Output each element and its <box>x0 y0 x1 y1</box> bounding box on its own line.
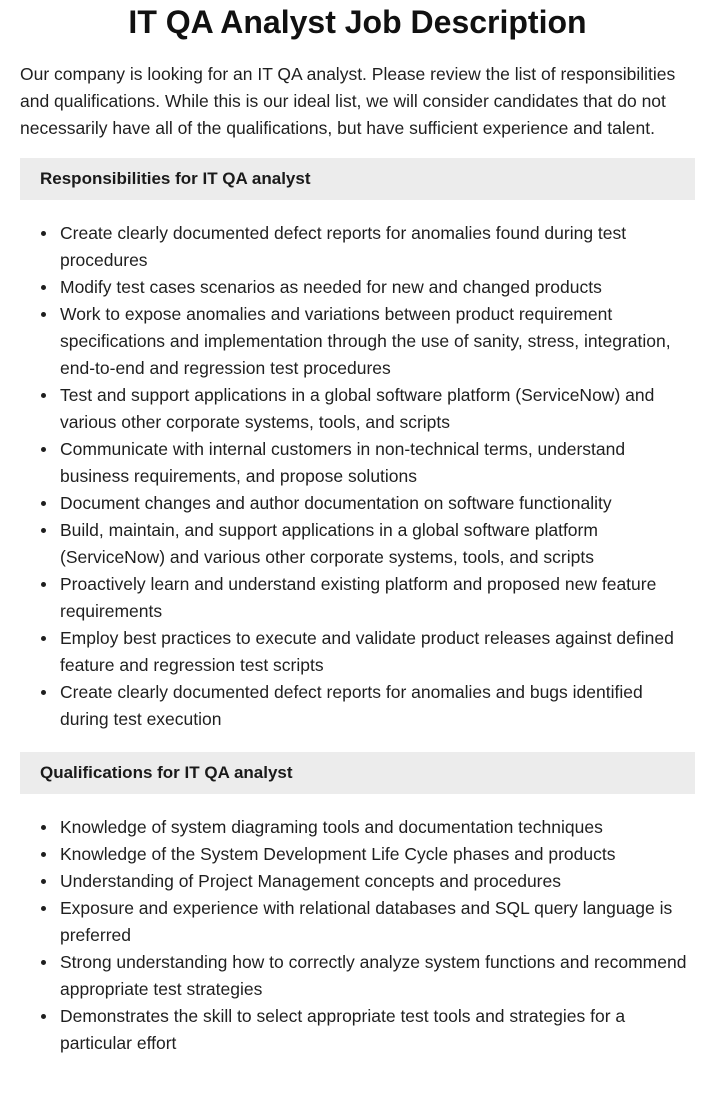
bullet-dot-icon <box>41 447 46 452</box>
responsibility-item <box>60 679 695 733</box>
qualification-item <box>60 949 695 1003</box>
bullet-dot-icon <box>41 636 46 641</box>
responsibility-item <box>60 301 695 382</box>
bullet-dot-icon <box>41 960 46 965</box>
qualification-item <box>60 1003 695 1057</box>
qualification-item <box>60 814 695 841</box>
qualifications-heading-label: Qualifications for IT QA analyst <box>40 763 293 782</box>
responsibility-item-text: Document changes and author documentation on software functionality <box>60 493 612 513</box>
qualification-item <box>60 868 695 895</box>
responsibilities-list <box>20 220 695 733</box>
responsibility-item-text: Build, maintain, and support applications in a global software platform (ServiceNow) and various other corporate systems, tools, and scripts <box>60 520 598 567</box>
bullet-dot-icon <box>41 690 46 695</box>
responsibilities-heading-label: Responsibilities for IT QA analyst <box>40 169 311 188</box>
responsibility-item <box>60 220 695 274</box>
bullet-dot-icon <box>41 528 46 533</box>
bullet-dot-icon <box>41 285 46 290</box>
responsibility-item-text: Proactively learn and understand existing platform and proposed new feature requirements <box>60 574 657 621</box>
page-title: IT QA Analyst Job Description <box>128 4 587 40</box>
responsibility-item-text: Create clearly documented defect reports for anomalies found during test procedures <box>60 223 627 270</box>
responsibility-item-text: Employ best practices to execute and validate product releases against defined feature and regression test scripts <box>60 628 674 675</box>
responsibility-item <box>60 274 695 301</box>
qualification-item-text: Knowledge of the System Development Life Cycle phases and products <box>60 844 616 864</box>
responsibility-item <box>60 490 695 517</box>
qualification-item <box>60 895 695 949</box>
responsibility-item-text: Communicate with internal customers in non-technical terms, understand business requirements, and propose solutions <box>60 439 626 486</box>
bullet-dot-icon <box>41 231 46 236</box>
responsibility-item-text: Modify test cases scenarios as needed for new and changed products <box>60 277 602 297</box>
responsibility-item-text: Work to expose anomalies and variations between product requirement specifications and implementation through the use of sanity, stress, integration, end-to-end and regression test procedures <box>60 304 671 378</box>
responsibility-item <box>60 625 695 679</box>
qualification-item-text: Strong understanding how to correctly analyze system functions and recommend appropriate test strategies <box>60 952 687 999</box>
responsibilities-heading <box>20 158 695 200</box>
intro-paragraph: Our company is looking for an IT QA analyst. Please review the list of responsibilities and qualifications. While this is our ideal list, we will consider candidates that do not necessarily have all of the qualifications, but have sufficient experience and talent. <box>20 64 676 138</box>
qualification-item-text: Understanding of Project Management concepts and procedures <box>60 871 561 891</box>
bullet-dot-icon <box>41 852 46 857</box>
bullet-dot-icon <box>41 879 46 884</box>
qualification-item-text: Exposure and experience with relational databases and SQL query language is preferred <box>60 898 673 945</box>
responsibility-item-text: Create clearly documented defect reports for anomalies and bugs identified during test execution <box>60 682 643 729</box>
responsibility-item <box>60 517 695 571</box>
qualifications-list <box>20 814 695 1057</box>
bullet-dot-icon <box>41 582 46 587</box>
bullet-dot-icon <box>41 501 46 506</box>
qualifications-heading <box>20 752 695 794</box>
bullet-dot-icon <box>41 312 46 317</box>
qualification-item <box>60 841 695 868</box>
responsibility-item <box>60 382 695 436</box>
responsibility-item-text: Test and support applications in a global software platform (ServiceNow) and various other corporate systems, tools, and scripts <box>60 385 655 432</box>
bullet-dot-icon <box>41 825 46 830</box>
responsibility-item <box>60 571 695 625</box>
bullet-dot-icon <box>41 393 46 398</box>
responsibility-item <box>60 436 695 490</box>
bullet-dot-icon <box>41 906 46 911</box>
qualification-item-text: Demonstrates the skill to select appropriate test tools and strategies for a particular effort <box>60 1006 626 1053</box>
bullet-dot-icon <box>41 1014 46 1019</box>
qualification-item-text: Knowledge of system diagraming tools and documentation techniques <box>60 817 603 837</box>
